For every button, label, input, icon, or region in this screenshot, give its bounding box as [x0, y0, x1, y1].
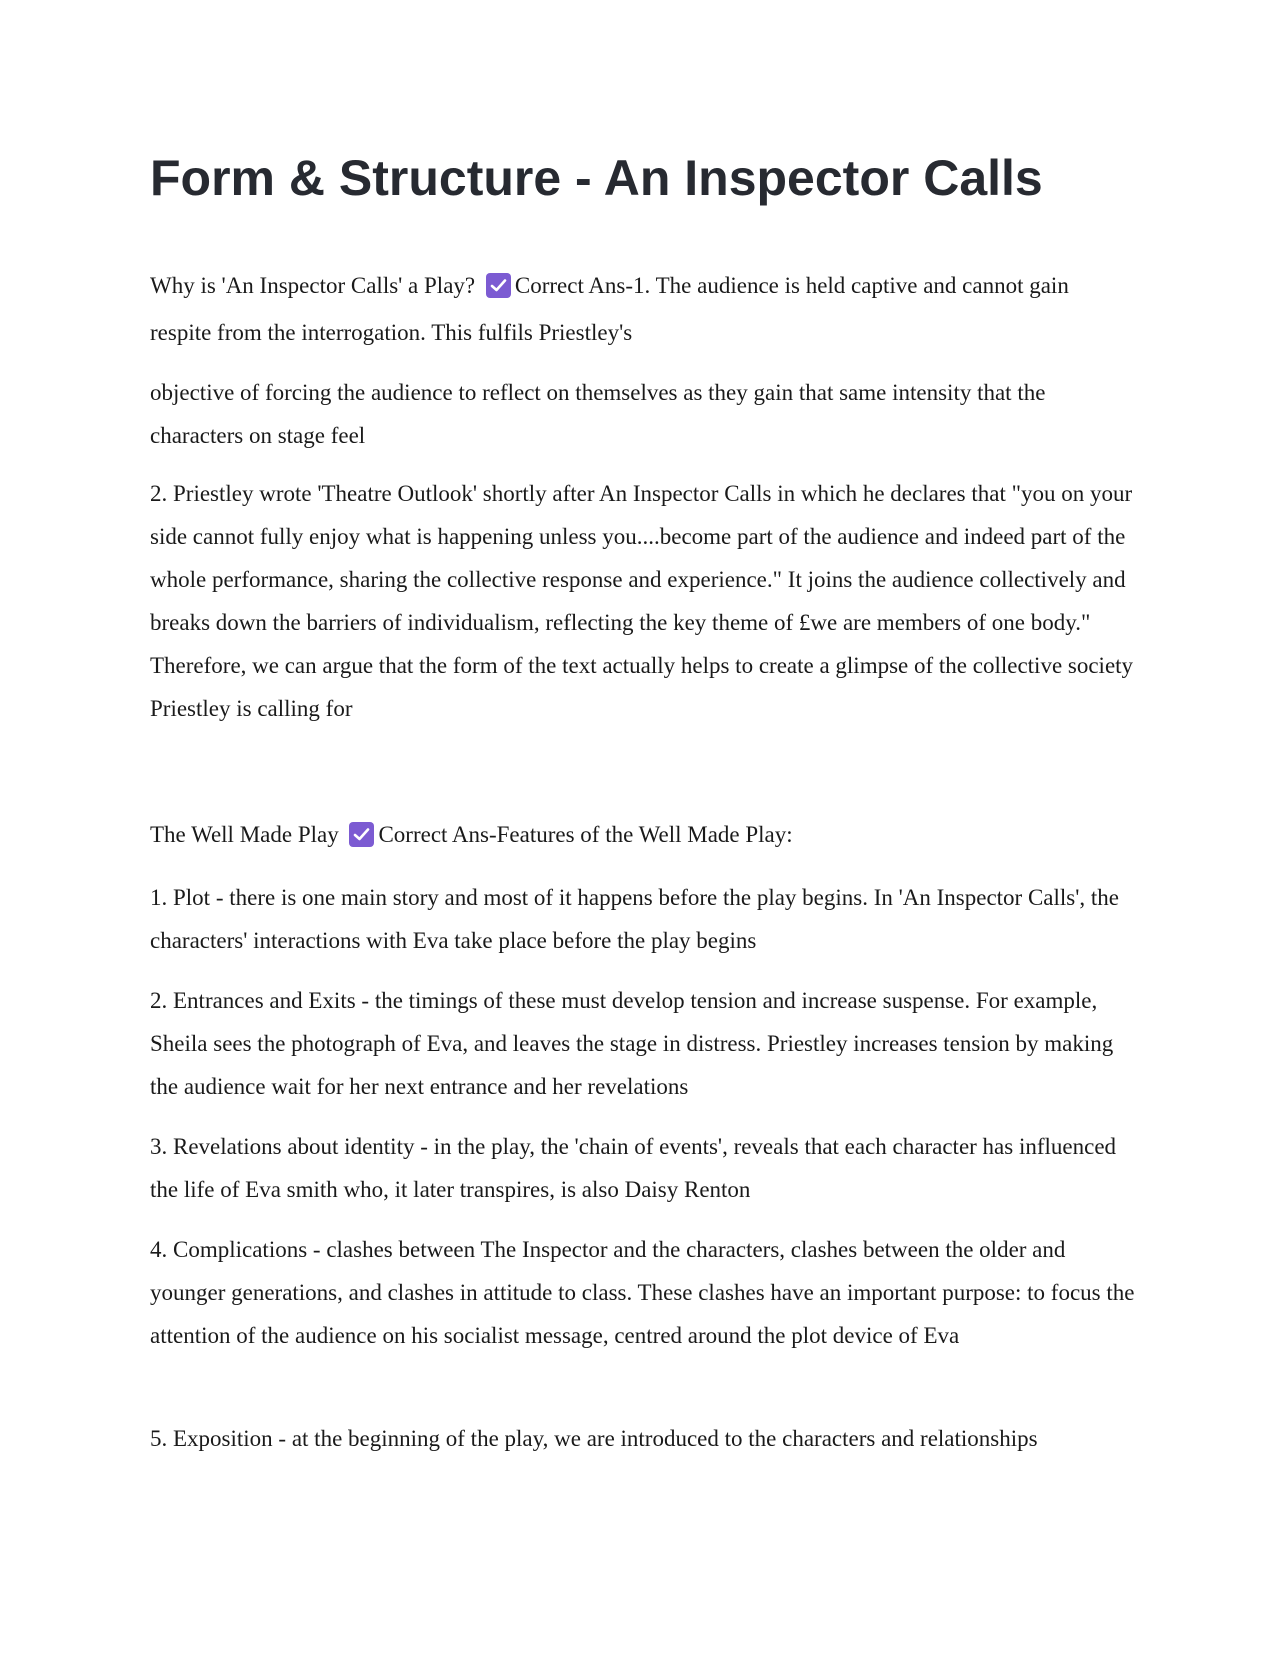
question-block	[150, 262, 1135, 356]
list-item: 3. Revelations about identity - in the play, the 'chain of events', reveals that each character has influenced the life of Eva smith who, it later transpires, is also Daisy Renton	[150, 1134, 1117, 1202]
check-box-icon	[349, 822, 374, 847]
question-text: The Well Made Play	[150, 822, 339, 847]
paragraph: objective of forcing the audience to reflect on themselves as they gain that same intensity that the characters on stage feel	[150, 380, 1046, 448]
list-item: 1. Plot - there is one main story and most of it happens before the play begins. In 'An Inspector Calls', the characters' interactions with Eva take place before the play begins	[150, 885, 1119, 953]
question-block	[150, 813, 1135, 856]
check-box-icon	[486, 273, 511, 298]
answer-text: Correct Ans-Features of the Well Made Play:	[378, 822, 793, 847]
paragraph: 2. Priestley wrote 'Theatre Outlook' shortly after An Inspector Calls in which he declares that "you on your side cannot fully enjoy what is happening unless you....become part of the audience and indeed part of the whole performance, sharing the collective response and experience." It joins the audience collectively and breaks down the barriers of individualism, reflecting the key theme of £we are members of one body." Therefore, we can argue that the form of the text actually helps to create a glimpse of the collective society Priestley is calling for	[150, 481, 1134, 721]
answer-text: Correct Ans-1. The audience is held captive and cannot gain respite from the interrogation. This fulfils Priestley's	[150, 273, 1069, 345]
list-item: 4. Complications - clashes between The Inspector and the characters, clashes between the older and younger generations, and clashes in attitude to class. These clashes have an important purpose: to focus the attention of the audience on his socialist message, centred around the plot device of Eva	[150, 1237, 1135, 1348]
page-title: Form & Structure - An Inspector Calls	[150, 150, 1043, 206]
list-item: 2. Entrances and Exits - the timings of these must develop tension and increase suspense. For example, Sheila sees the photograph of Eva, and leaves the stage in distress. Priestley increases tension by making the audience wait for her next entrance and her revelations	[150, 988, 1114, 1099]
list-item: 5. Exposition - at the beginning of the play, we are introduced to the characters and relationships	[150, 1426, 1038, 1451]
question-text: Why is 'An Inspector Calls' a Play?	[150, 273, 476, 298]
